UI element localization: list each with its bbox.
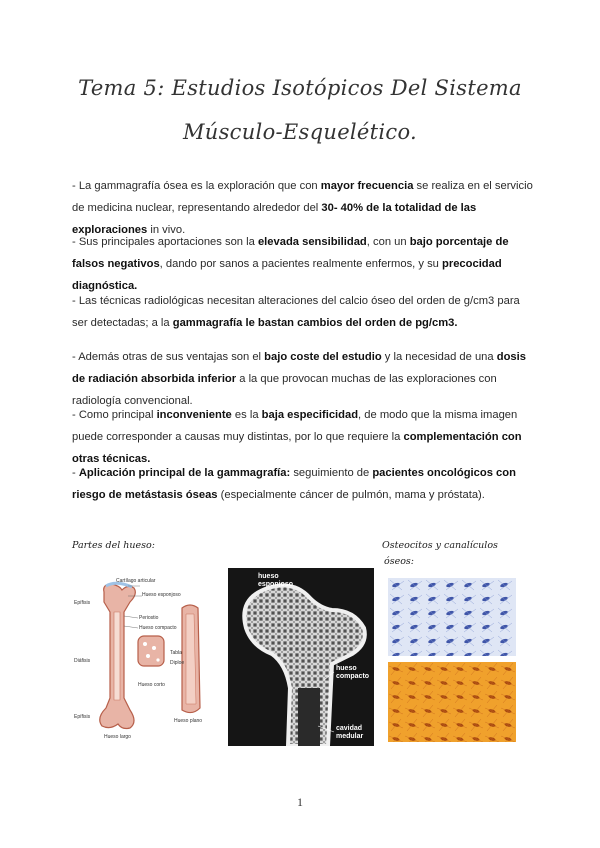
label-diploe: Diploe (170, 660, 185, 666)
label-diaphysis: Diáfisis (74, 658, 91, 664)
label-long-bone: Hueso largo (104, 734, 131, 740)
body-text: es la (231, 409, 262, 421)
canaliculi-orange-micrograph (388, 662, 516, 742)
medullary-cavity-shape (298, 688, 320, 746)
femur-section-photo (228, 568, 374, 746)
body-text: - Las técnicas radiológicas necesitan alteraciones del calcio óseo del orden de g/cm3 para ser detectadas; a la (72, 295, 520, 329)
paragraph-cost (72, 346, 534, 412)
photo-label-compact-2: compacto (336, 673, 370, 680)
label-epiphysis-top: Epífisis (74, 600, 91, 606)
emphasis-text: Aplicación principal de la gammagrafía: (78, 467, 291, 479)
emphasis-text: elevada sensibilidad (257, 236, 367, 248)
label-compact: Hueso compacto (139, 625, 177, 631)
photo-label-medullary-1: cavidad (336, 725, 363, 732)
label-epiphysis-bottom: Epífisis (74, 714, 91, 720)
body-text: , con un (366, 236, 410, 248)
body-text: (especialmente cáncer de pulmón, mama y próstata). (217, 489, 485, 501)
emphasis-text: 30- 40% de la totalidad de las exploraciones (72, 202, 477, 236)
body-text: , de modo que la misma imagen puede corresponder a causas muy distintas, por lo que requiere la (72, 409, 518, 443)
paragraph-drawback (72, 404, 534, 470)
short-bone-shape (138, 636, 164, 666)
emphasis-text: pacientes oncológicos con riesgo de metástasis óseas (72, 467, 516, 501)
emphasis-text: gammagrafía le bastan cambios del orden de pg/cm3. (172, 317, 458, 329)
label-short-bone: Hueso corto (138, 682, 165, 688)
osteocytes-micrographs (388, 578, 516, 742)
label-flat-bone: Hueso plano (174, 718, 203, 724)
body-text: a la que provocan muchas de las exploraciones con radiología convencional. (72, 373, 497, 407)
label-periosteum: Periostio (139, 615, 159, 621)
body-text: - Además otras de sus ventajas son el (72, 351, 265, 363)
page-title-line-1: Tema 5: Estudios Isotópicos Del Sistema (78, 76, 522, 100)
body-text: se realiza en el servicio de medicina nuclear, representando alrededor del (72, 180, 533, 214)
label-cartilage: Cartílago articular (116, 578, 156, 584)
emphasis-text: dosis de radiación absorbida inferior (72, 351, 526, 385)
emphasis-text: inconveniente (156, 409, 232, 421)
photo-label-spongy-1: hueso (258, 573, 279, 580)
medullary-canal-shape (114, 612, 120, 700)
body-text: - (72, 467, 79, 479)
label-spongy: Hueso esponjoso (142, 592, 181, 598)
emphasis-text: precocidad diagnóstica. (72, 258, 502, 292)
body-text: , dando por sanos a pacientes realmente enfermos, y su (159, 258, 443, 270)
emphasis-text: complementación con otras técnicas. (72, 431, 522, 465)
body-text: - La gammagrafía ósea es la exploración que con (72, 180, 321, 192)
paragraph-advantages (72, 231, 534, 297)
paragraph-application (72, 462, 534, 506)
emphasis-text: mayor frecuencia (320, 180, 414, 192)
caption-osteocytes-line-2: óseos: (384, 556, 415, 567)
caption-bone-parts: Partes del hueso: (72, 540, 155, 551)
label-tabla: Tabla (170, 650, 182, 656)
paragraph-sensitivity (72, 290, 534, 334)
caption-osteocytes-line-1: Osteocitos y canalículos (382, 540, 498, 551)
photo-label-spongy-2: esponjoso (258, 581, 294, 588)
body-text: in vivo. (147, 224, 186, 236)
emphasis-text: bajo coste del estudio (264, 351, 382, 363)
photo-label-medullary-2: medular (336, 733, 364, 740)
body-text: - Sus principales aportaciones son la (72, 236, 258, 248)
body-text: seguimiento de (290, 467, 373, 479)
page-title-line-2: Músculo-Esquelético. (182, 120, 418, 144)
emphasis-text: bajo porcentaje de falsos negativos (72, 236, 509, 270)
osteocytes-blue-micrograph (388, 578, 516, 656)
page-number: 1 (297, 795, 303, 809)
photo-label-compact-1: hueso (336, 665, 357, 672)
body-text: - Como principal (72, 409, 157, 421)
bone-parts-diagram (72, 578, 214, 748)
body-text: y la necesidad de una (381, 351, 497, 363)
emphasis-text: baja especificidad (261, 409, 359, 421)
